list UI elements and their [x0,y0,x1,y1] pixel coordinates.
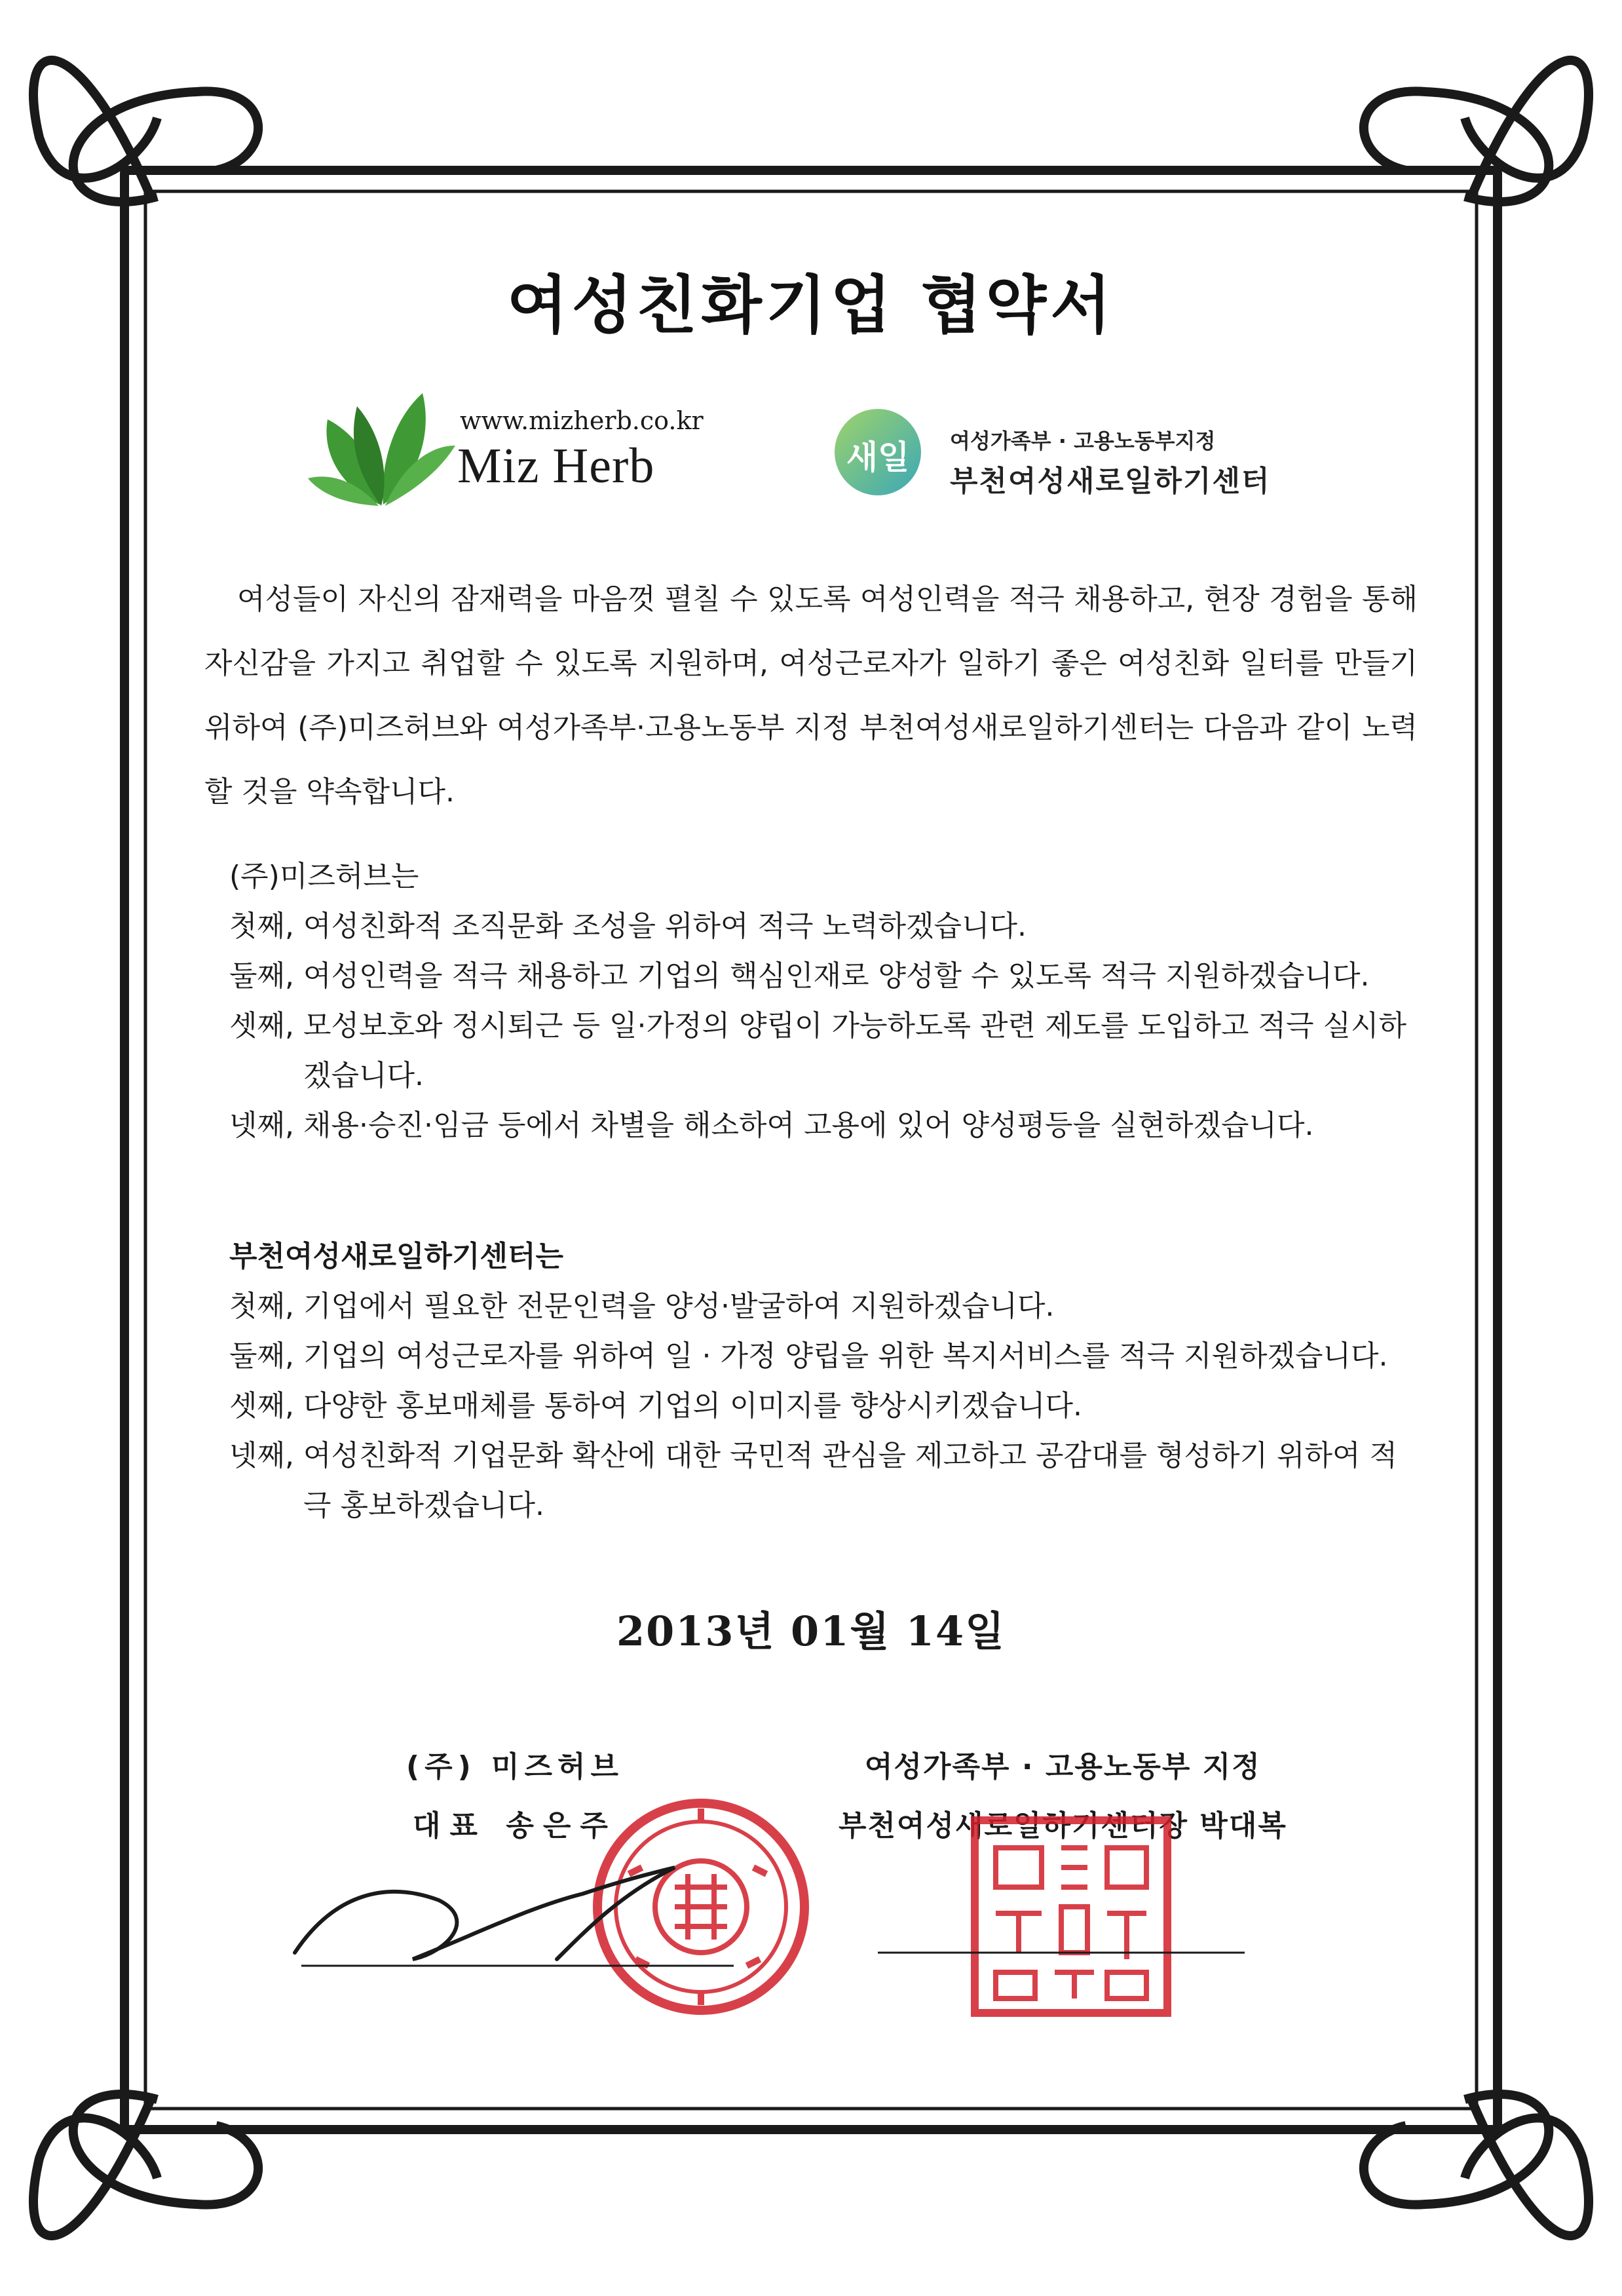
clause [229,1001,1408,1101]
clause-text: 여성친화적 기업문화 확산에 대한 국민적 관심을 제고하고 공감대를 형성하기 위하여 적극 홍보하겠습니다. [303,1439,1398,1522]
clause-text: 채용·승진·임금 등에서 차별을 해소하여 고용에 있어 양성평등을 실현하겠습니다. [303,1109,1314,1142]
section-heading: 부천여성새로일하기센터는 [229,1240,564,1273]
clause-ordinal: 둘째, [229,1339,294,1373]
clause-text: 여성인력을 적극 채용하고 기업의 핵심인재로 양성할 수 있도록 적극 지원하겠습니다. [303,959,1370,993]
clause [229,1101,1408,1151]
signer-left-rep: 대표 송은주 [413,1809,617,1843]
clause-ordinal: 둘째, [229,959,294,993]
section-center [229,1232,1408,1531]
agreement-date: 2013년 01월 14일 [616,1607,1006,1655]
clause-ordinal: 셋째, [229,1009,294,1043]
document-title: 여성친화기업 협약서 [506,269,1116,342]
handwritten-signature-icon [282,1854,740,1985]
section-mizherb [229,852,1408,1151]
clause [229,1381,1408,1431]
intro-paragraph: 여성들이 자신의 잠재력을 마음껏 펼칠 수 있도록 여성인력을 적극 채용하고, 현장 경험을 통해 자신감을 가지고 취업할 수 있도록 지원하며, 여성근로자가 일하기 좋은 여성친화 일터를 만들기 위하여 (주)미즈허브와 여성가족부·고용노동부 지정 부천여성새로일하기센터는 다음과 같이 노력할 것을 약속합니다. [204,583,1418,809]
signer-right-rep: 부천여성새로일하기센터장 박대복 [839,1809,1287,1843]
clause-ordinal: 첫째, [229,1290,294,1323]
clause-ordinal: 넷째, [229,1439,294,1472]
mizherb-url: www.mizherb.co.kr [460,406,704,435]
clause-ordinal: 넷째, [229,1109,294,1142]
center-logo-ministry: 여성가족부 · 고용노동부지정 [950,429,1216,453]
clause [229,1331,1408,1381]
saeil-circle-text: 새일 [846,438,910,476]
clause-text: 다양한 홍보매체를 통하여 기업의 이미지를 향상시키겠습니다. [303,1389,1083,1423]
clause-ordinal: 첫째, [229,909,294,943]
clause [229,951,1408,1001]
square-seal-icon [970,1815,1173,2018]
clause-text: 기업의 여성근로자를 위하여 일 · 가정 양립을 위한 복지서비스를 적극 지원하겠습니다. [303,1339,1388,1373]
signer-left-org: (주) 미즈허브 [406,1750,624,1784]
clause-text: 여성친화적 조직문화 조성을 위하여 적극 노력하겠습니다. [303,909,1027,943]
mizherb-logo [308,380,714,524]
clause [229,1431,1408,1531]
signature-line [878,1946,1245,1959]
section-heading: (주)미즈허브는 [229,860,419,893]
leaf-logo-icon [308,380,459,511]
clause-text: 기업에서 필요한 전문인력을 양성·발굴하여 지원하겠습니다. [303,1290,1055,1323]
center-logo-name: 부천여성새로일하기센터 [950,465,1271,498]
center-logo [832,406,1343,511]
clause-text: 모성보호와 정시퇴근 등 일·가정의 양립이 가능하도록 관련 제도를 도입하고 적극 실시하겠습니다. [303,1009,1406,1092]
clause [229,902,1408,951]
clause-ordinal: 셋째, [229,1389,294,1423]
clause [229,1282,1408,1331]
signer-right-org: 여성가족부 · 고용노동부 지정 [865,1750,1261,1784]
mizherb-brand: Miz Herb [457,438,655,493]
